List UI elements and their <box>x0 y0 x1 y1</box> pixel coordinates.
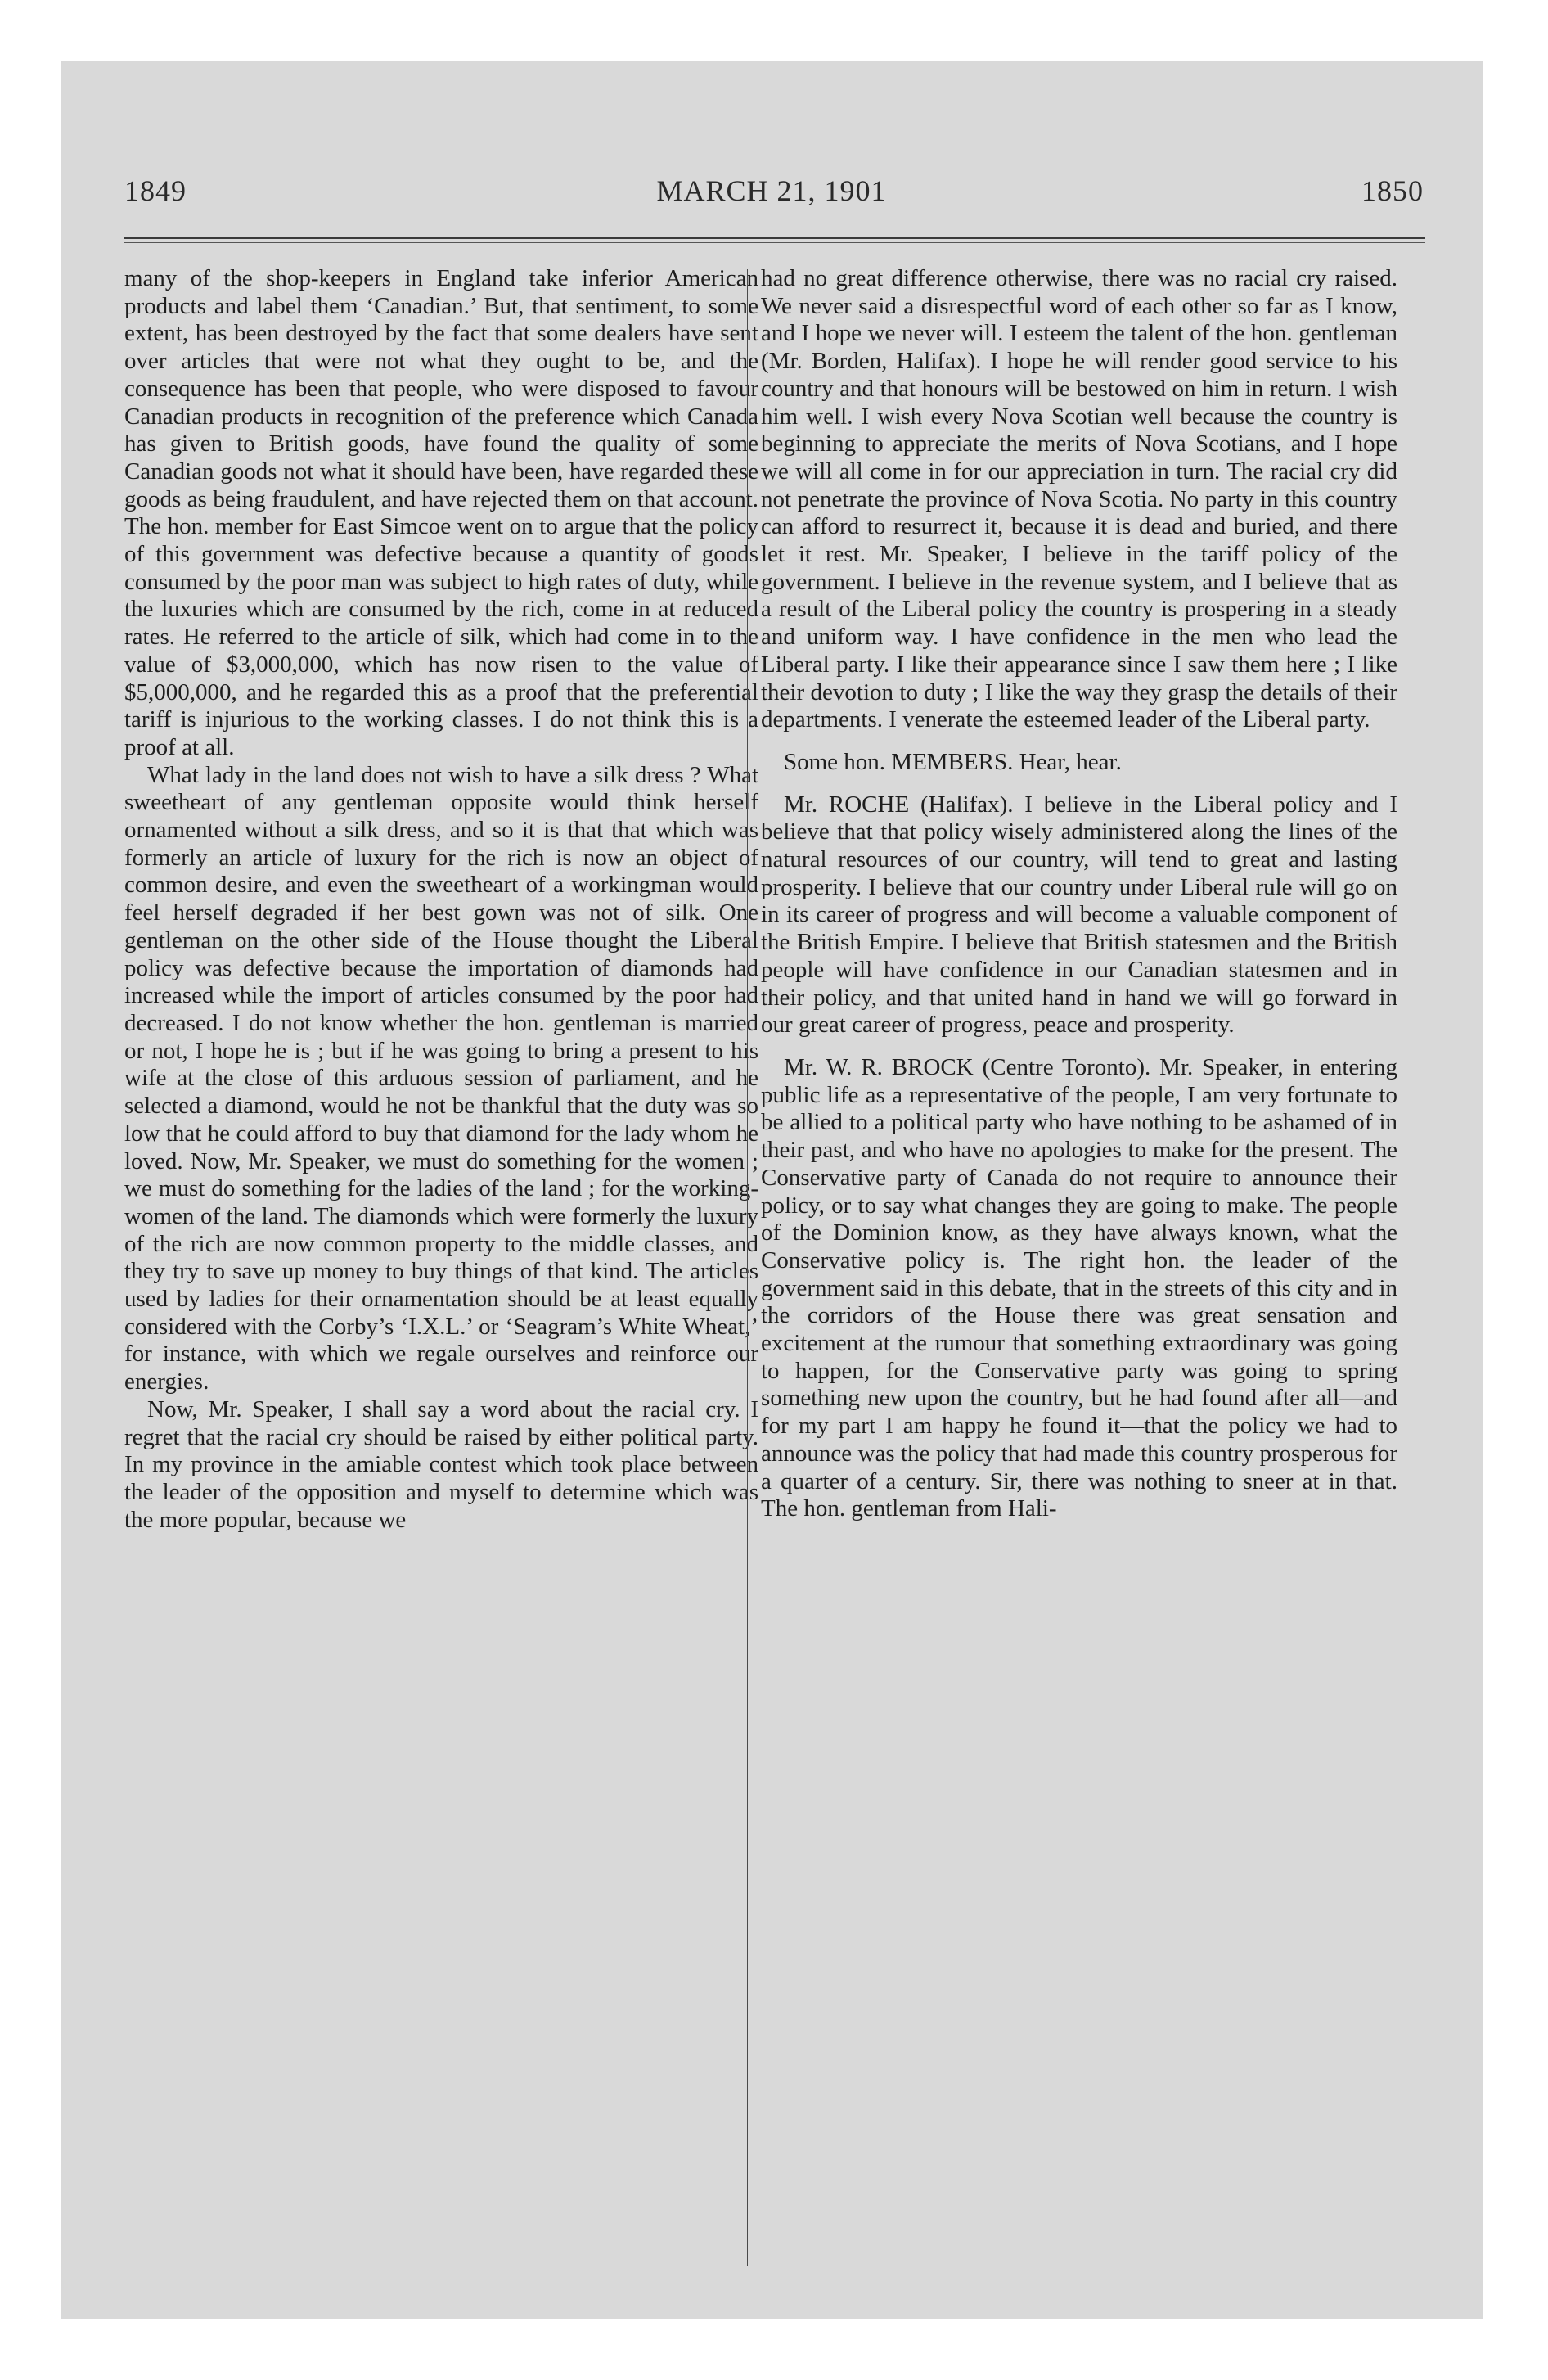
left-page-number: 1849 <box>124 174 187 207</box>
paragraph: What lady in the land does not wish to have a silk dress ? What sweetheart of any gentleman opposite would think herself ornamented without a silk dress, and so it is that that which was formerly an article of luxury for the rich is now an object of common desire, and even the sweetheart of a workingman would feel herself degraded if her best gown was not of silk. One gentleman on the other side of the House thought the Liberal policy was defective because the importation of diamonds had increased while the import of articles consumed by the poor had decreased. I do not know whether the hon. gentleman is married or not, I hope he is ; but if he was going to bring a present to his wife at the close of this arduous session of parliament, and he selected a diamond, would he not be thankful that the duty was so low that he could afford to buy that diamond for the lady whom he loved. Now, Mr. Speaker, we must do something for the women ; we must do something for the ladies of the land ; for the working-women of the land. The diamonds which were formerly the luxury of the rich are now common property to the middle classes, and they try to save up money to buy things of that kind. The articles used by ladies for their ornamentation should be at least equally considered with the Corby’s ‘I.X.L.’ or ‘Seagram’s White Wheat,’ for instance, with which we regale ourselves and reinforce our energies. <box>124 761 758 1395</box>
header-rule <box>124 237 1425 239</box>
paragraph: many of the shop-keepers in England take inferior American products and label them ‘Canadian.’ But, that sentiment, to some extent, has been destroyed by the fact that some dealers have sent over articles that were not what they ought to be, and the consequence has been that people, who were disposed to favour Canadian products in recognition of the preference which Canada has given to British goods, have found the quality of some Canadian goods not what it should have been, have regarded these goods as being fraudulent, and have rejected them on that account. The hon. member for East Simcoe went on to argue that the policy of this government was defective because a quantity of goods consumed by the poor man was subject to high rates of duty, while the luxuries which are consumed by the rich, come in at reduced rates. He referred to the article of silk, which had come in to the value of $3,000,000, which has now risen to the value of $5,000,000, and he regarded this as a proof that the preferential tariff is injurious to the working classes. I do not think this is a proof at all. <box>124 265 758 760</box>
page-date: MARCH 21, 1901 <box>656 174 887 207</box>
right-column <box>761 265 1397 1523</box>
paragraph: had no great difference otherwise, there was no racial cry raised. We never said a disrespectful word of each other so far as I know, and I hope we never will. I esteem the talent of the hon. gentleman (Mr. Borden, Halifax). I hope he will render good service to his country and that honours will be bestowed on him in return. I wish him well. I wish every Nova Scotian well because the country is beginning to appreciate the merits of Nova Scotians, and I hope we will all come in for our appreciation in turn. The racial cry did not penetrate the province of Nova Scotia. No party in this country can afford to resurrect it, because it is dead and buried, and there let it rest. Mr. Speaker, I believe in the tariff policy of the government. I believe in the revenue system, and I believe that as a result of the Liberal policy the country is prospering in a steady and uniform way. I have confidence in the men who lead the Liberal party. I like their appearance since I saw them here ; I like their devotion to duty ; I like the way they grasp the details of their departments. I venerate the esteemed leader of the Liberal party. <box>761 265 1397 733</box>
paragraph: Mr. W. R. BROCK (Centre Toronto). Mr. Speaker, in entering public life as a representative of the people, I am very fortunate to be allied to a political party who have nothing to be ashamed of in their past, and who have no apologies to make for the present. The Conservative party of Canada do not require to announce their policy, or to say what changes they are going to make. The people of the Dominion know, as they have always known, what the Conservative policy is. The right hon. the leader of the government said in this debate, that in the streets of this city and in the corridors of the House there was great sensation and excitement at the rumour that something extraordinary was going to happen, for the Conservative party was going to spring something new upon the country, but he had found after all—and for my part I am happy he found it—that the policy we had to announce was the policy that had made this country prosperous for a quarter of a century. Sir, there was nothing to sneer at in that. The hon. gentleman from Hali- <box>761 1053 1397 1522</box>
header-rule-thin <box>124 242 1425 243</box>
right-page-number: 1850 <box>1361 174 1424 207</box>
left-column <box>124 265 758 1534</box>
column-divider <box>747 269 748 2266</box>
paragraph: Mr. ROCHE (Halifax). I believe in the Liberal policy and I believe that that policy wisely administered along the lines of the natural resources of our country, will tend to great and lasting prosperity. I believe that our country under Liberal rule will go on in its career of progress and will become a valuable component of the British Empire. I believe that British statesmen and the British people will have confidence in our Canadian statesmen and in their policy, and that united hand in hand we will go forward in our great career of progress, peace and prosperity. <box>761 791 1397 1039</box>
paragraph: Now, Mr. Speaker, I shall say a word about the racial cry. I regret that the racial cry should be raised by either political party. In my province in the amiable contest which took place between the leader of the opposition and myself to determine which was the more popular, because we <box>124 1395 758 1533</box>
scanned-page <box>61 61 1483 2319</box>
paragraph: Some hon. MEMBERS. Hear, hear. <box>784 748 1122 775</box>
